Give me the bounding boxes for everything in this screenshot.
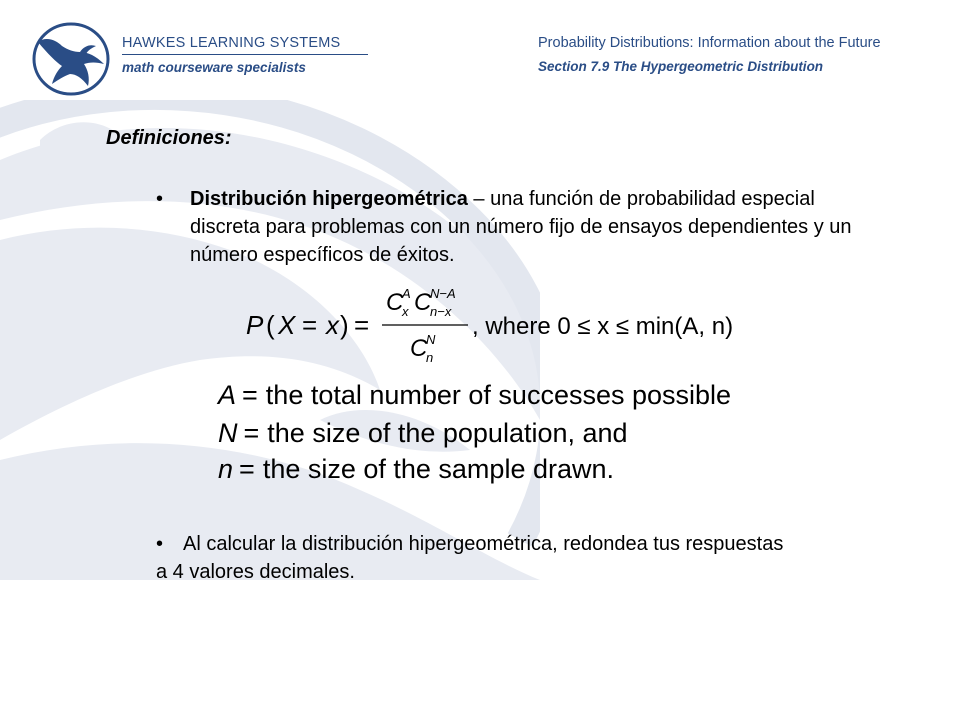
variable-symbol: N	[218, 418, 238, 448]
company-name: HAWKES LEARNING SYSTEMS	[122, 35, 341, 51]
variable-description: the size of the population, and	[267, 418, 628, 448]
formula-num-c2-sup: N−A	[430, 286, 456, 301]
equals-sign: =	[243, 418, 260, 448]
variable-symbol: A	[218, 380, 237, 410]
variable-description: the size of the sample drawn.	[262, 454, 614, 484]
hypergeometric-formula	[230, 280, 790, 370]
formula-condition: , where 0 ≤ x ≤ min(A, n)	[472, 313, 734, 340]
section-title: Section 7.9 The Hypergeometric Distribution	[538, 59, 824, 74]
bullet-marker: •	[156, 533, 164, 555]
variable-N-line	[218, 418, 628, 449]
formula-num-c1-sub: x	[402, 304, 409, 319]
formula-num-c1: C	[386, 289, 404, 316]
equals-sign: =	[242, 380, 258, 410]
variable-description: the total number of successes possible	[265, 380, 732, 410]
rounding-note-line-2: a 4 valores decimales.	[156, 561, 355, 583]
definition-paragraph	[190, 185, 880, 269]
definitions-heading: Definiciones:	[106, 127, 232, 149]
formula-rparen: )	[340, 310, 349, 340]
rounding-note-line-1: Al calcular la distribución hipergeométrica, redondea tus respuestas	[183, 533, 784, 555]
definition-text: – una función de probabilidad especial discreta para problemas con un número fijo de ensayos dependientes y un número específicos de éxitos.	[190, 188, 852, 266]
formula-num-c2: C	[414, 289, 432, 316]
formula-num-c2-sub: n−x	[430, 304, 452, 319]
eagle-logo-icon	[32, 22, 110, 96]
formula-den-sup: N	[426, 332, 436, 347]
header-left	[122, 35, 368, 76]
header-divider	[122, 54, 368, 55]
course-title: Probability Distributions: Information about the Future	[538, 35, 881, 51]
header-right	[538, 35, 881, 75]
formula-eq2: =	[354, 310, 370, 340]
formula-den-sub: n	[426, 350, 434, 365]
variable-symbol: n	[218, 454, 234, 484]
company-tagline: math courseware specialists	[122, 60, 306, 75]
formula-p: P	[246, 310, 264, 340]
definition-term: Distribución hipergeométrica	[190, 188, 468, 210]
formula-den-c: C	[410, 335, 428, 362]
formula-lparen: (	[266, 310, 275, 340]
rounding-note	[156, 530, 926, 558]
equals-sign: =	[239, 454, 255, 484]
formula-eq1: =	[302, 310, 318, 340]
bullet-marker: •	[156, 188, 164, 210]
variable-A-line	[218, 380, 731, 411]
formula-x: x	[326, 310, 339, 340]
formula-num-c1-sup: A	[402, 286, 411, 301]
formula-X: X	[278, 310, 296, 340]
variable-n-line	[218, 454, 614, 485]
